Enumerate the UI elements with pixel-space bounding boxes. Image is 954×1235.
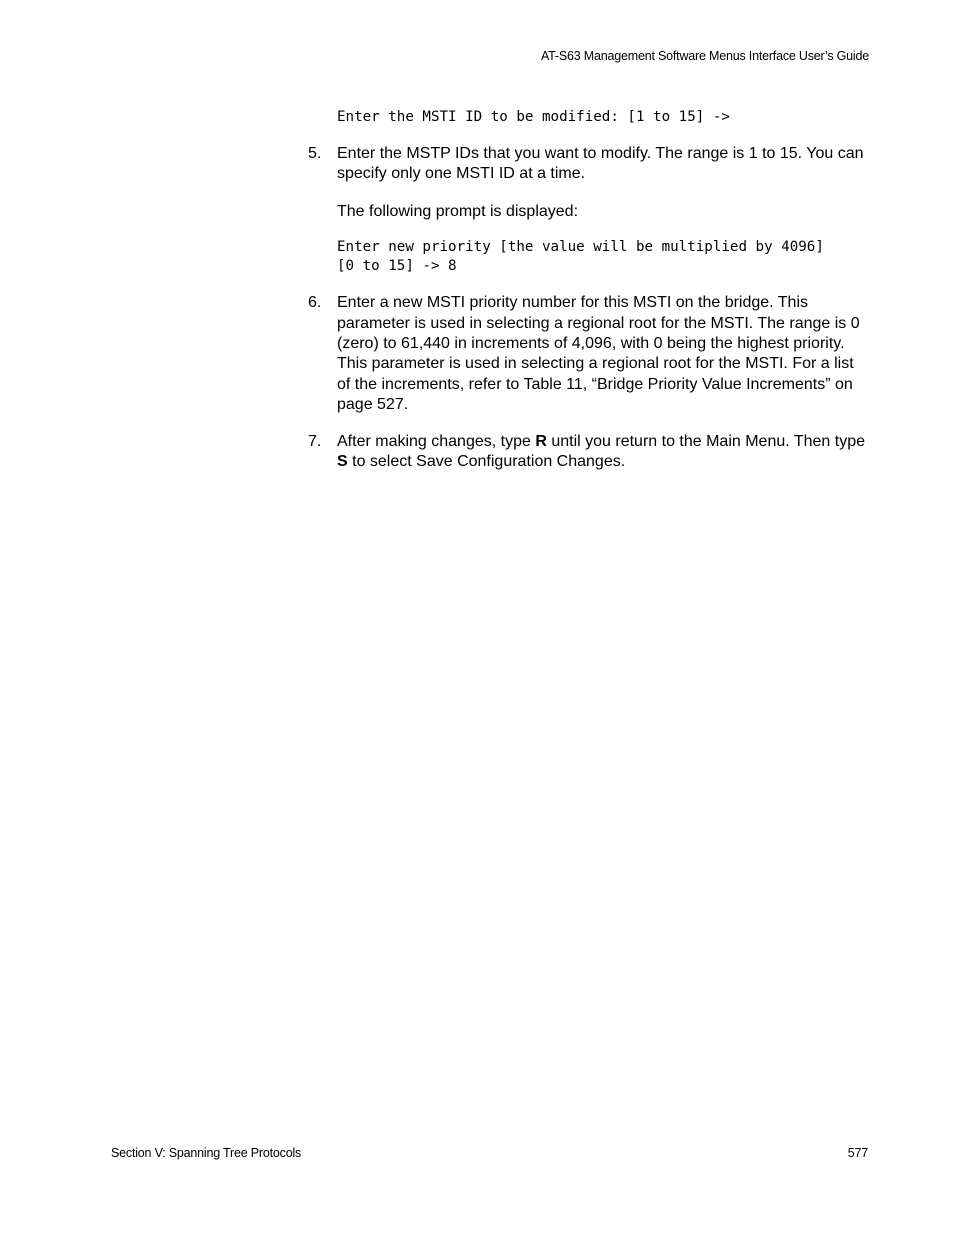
step-text-part: to select Save Configuration Changes. (347, 453, 626, 471)
step-5 (308, 144, 870, 185)
code-prompt-priority (308, 238, 870, 276)
page-header-title: AT-S63 Management Software Menus Interface User’s Guide (540, 49, 869, 63)
step-7 (308, 432, 870, 473)
footer-page-number: 577 (847, 1146, 868, 1160)
step-number: 6. (308, 294, 322, 312)
code-line: [0 to 15] -> 8 (337, 258, 457, 275)
step-number: 5. (308, 145, 322, 162)
step-number: 7. (308, 432, 322, 450)
code-line: Enter new priority [the value will be multiplied by 4096] (337, 239, 824, 256)
step-6 (308, 293, 870, 415)
step-text-part: After making changes, type (337, 432, 536, 450)
key-r: R (535, 432, 547, 450)
step-text-part: until you return to the Main Menu. Then type (546, 432, 865, 450)
page-content (308, 108, 870, 472)
step-text: Enter the MSTP IDs that you want to modify. The range is 1 to 15. You can specify only one MSTI ID at a time. (337, 145, 864, 183)
prompt-intro-text: The following prompt is displayed: (337, 202, 579, 220)
footer-section-title: Section V: Spanning Tree Protocols (111, 1146, 302, 1160)
code-prompt-msti-id: Enter the MSTI ID to be modified: [1 to 15] -> (337, 109, 730, 125)
step-text (337, 432, 870, 473)
key-s: S (337, 453, 348, 471)
step-text: Enter a new MSTI priority number for this MSTI on the bridge. This parameter is used in selecting a regional root for the MSTI. The range is 0 (zero) to 61,440 in increments of 4,096, with 0 being the highest priority. This parameter is used in selecting a regional root for the MSTI. For a list of the increments, refer to Table 11, “Bridge Priority Value Increments” on page 527. (337, 294, 860, 414)
